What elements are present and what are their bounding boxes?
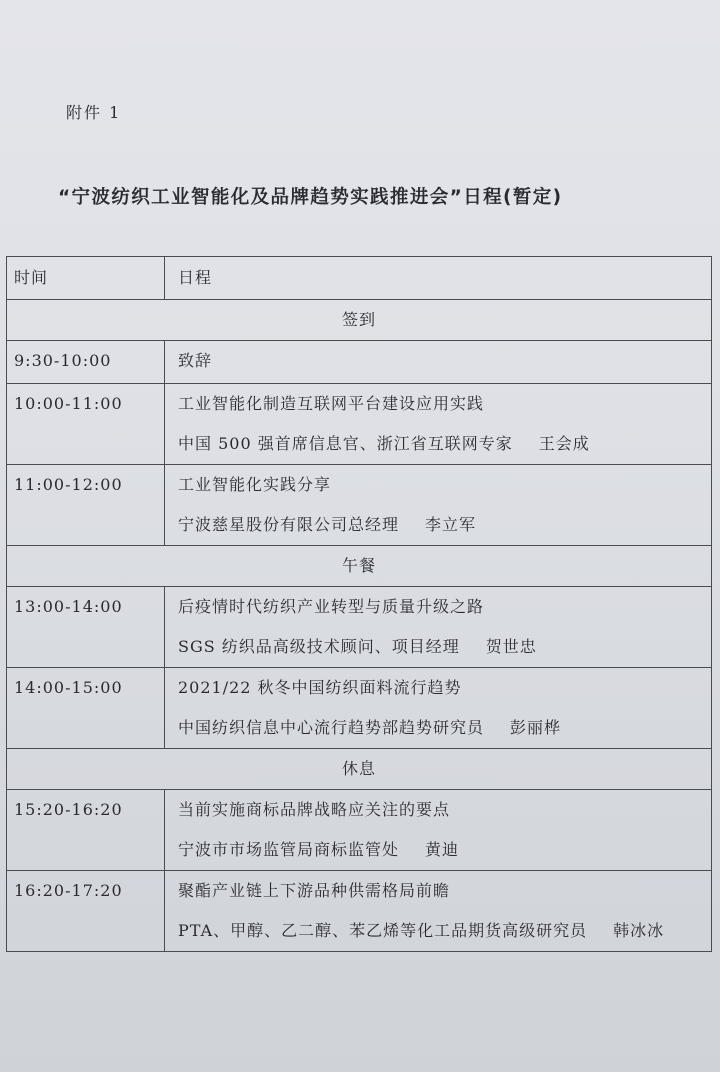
table-row <box>7 465 712 546</box>
schedule-table <box>6 256 712 952</box>
row-time: 10:00-11:00 <box>14 394 123 413</box>
attachment-label: 附件 1 <box>66 103 122 122</box>
speaker-title: 宁波市市场监管局商标监管处 <box>178 840 400 859</box>
break-row-lunch <box>7 546 712 587</box>
speaker-name: 贺世忠 <box>485 637 537 656</box>
row-topic: 当前实施商标品牌战略应关注的要点 <box>178 800 451 819</box>
speaker-name: 李立军 <box>425 515 477 534</box>
table-row <box>7 341 712 384</box>
speaker-title: SGS 纺织品高级技术顾问、项目经理 <box>178 637 460 656</box>
row-time: 13:00-14:00 <box>14 597 123 616</box>
break-lunch: 午餐 <box>7 546 712 587</box>
row-time: 9:30-10:00 <box>7 341 165 384</box>
header-time: 时间 <box>7 257 165 300</box>
row-topic: 聚酯产业链上下游品种供需格局前瞻 <box>178 881 451 900</box>
row-time: 14:00-15:00 <box>14 678 123 697</box>
row-topic: 致辞 <box>165 341 712 384</box>
speaker-name: 王会成 <box>538 434 590 453</box>
speaker-name: 彭丽桦 <box>510 718 562 737</box>
speaker-title: 中国 500 强首席信息官、浙江省互联网专家 <box>178 434 513 453</box>
speaker-name: 黄迪 <box>425 840 460 859</box>
table-row <box>7 871 712 952</box>
row-topic: 工业智能化制造互联网平台建设应用实践 <box>178 394 485 413</box>
row-time: 16:20-17:20 <box>14 881 123 900</box>
table-row <box>7 384 712 465</box>
row-time: 15:20-16:20 <box>14 800 123 819</box>
row-time: 11:00-12:00 <box>14 475 123 494</box>
table-row <box>7 668 712 749</box>
break-row-signin <box>7 300 712 341</box>
table-row <box>7 587 712 668</box>
document-title: “宁波纺织工业智能化及品牌趋势实践推进会”日程(暂定) <box>58 187 563 208</box>
table-header-row <box>7 257 712 300</box>
break-row-rest <box>7 749 712 790</box>
break-signin: 签到 <box>7 300 712 341</box>
speaker-title: 宁波慈星股份有限公司总经理 <box>178 515 400 534</box>
row-topic: 工业智能化实践分享 <box>178 475 332 494</box>
speaker-title: PTA、甲醇、乙二醇、苯乙烯等化工品期货高级研究员 <box>178 921 588 940</box>
row-topic: 后疫情时代纺织产业转型与质量升级之路 <box>178 597 485 616</box>
row-topic: 2021/22 秋冬中国纺织面料流行趋势 <box>178 678 462 697</box>
header-agenda: 日程 <box>165 257 712 300</box>
table-row <box>7 790 712 871</box>
break-rest: 休息 <box>7 749 712 790</box>
speaker-title: 中国纺织信息中心流行趋势部趋势研究员 <box>178 718 485 737</box>
speaker-name: 韩冰冰 <box>613 921 665 940</box>
